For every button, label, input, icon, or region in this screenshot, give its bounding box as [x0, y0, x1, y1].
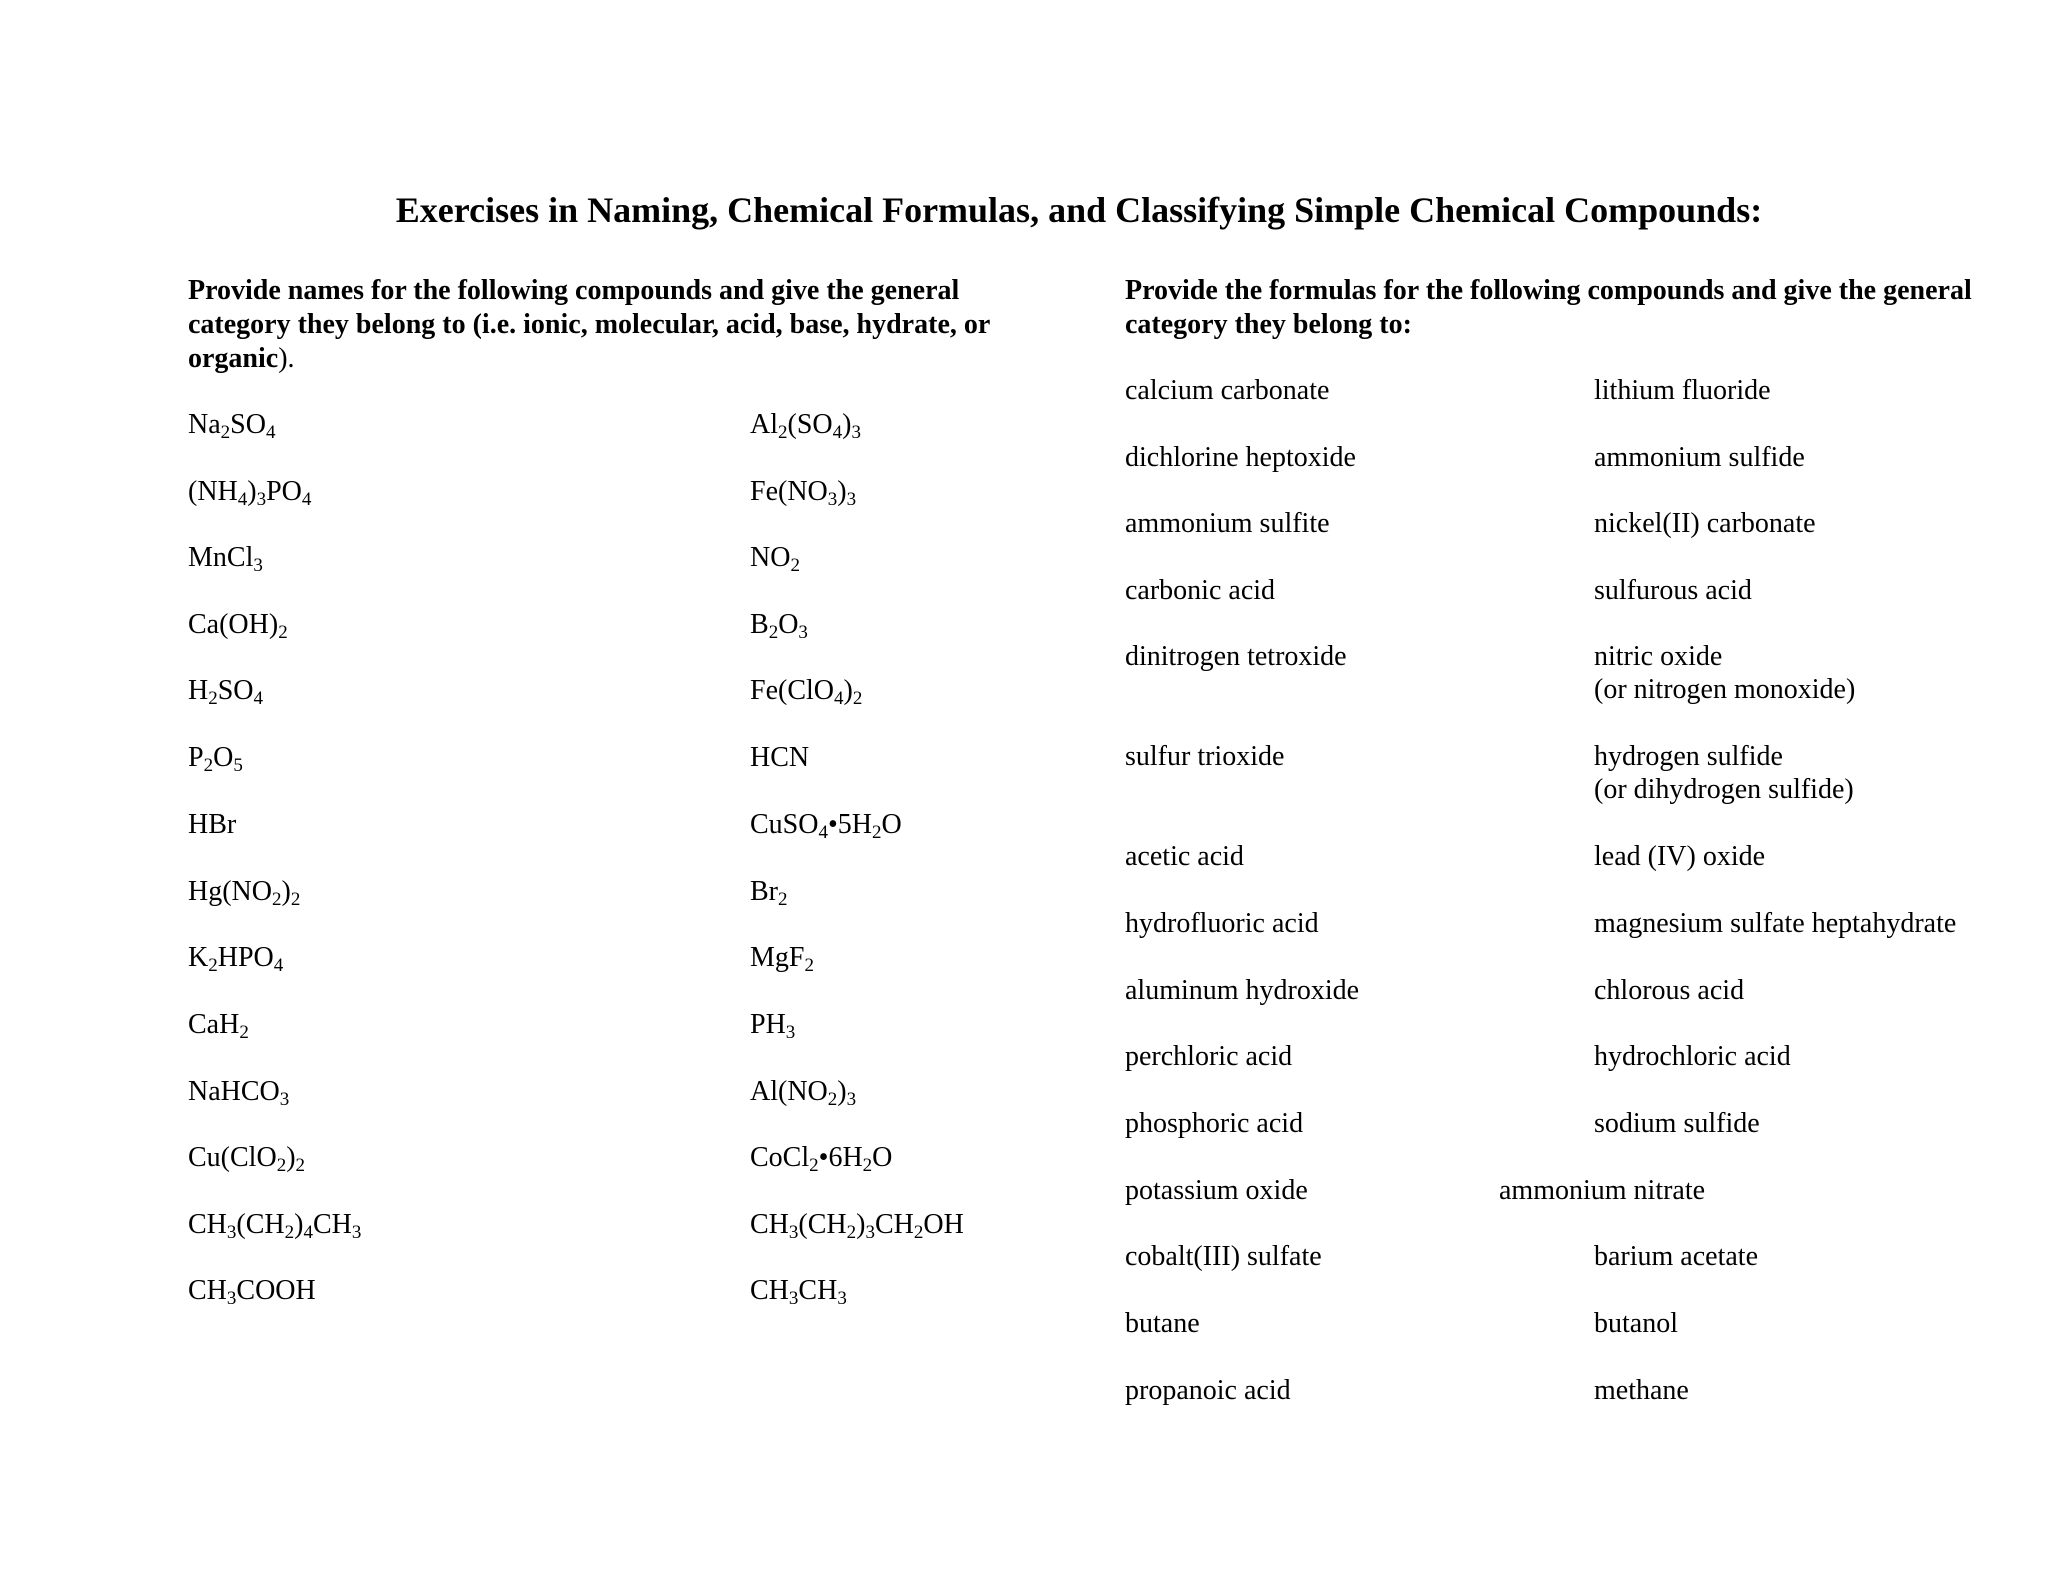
compound-name-item: aluminum hydroxide [1125, 975, 1360, 1006]
formula-item: $PH_3$ [750, 1009, 796, 1043]
naming-instructions [188, 274, 1048, 376]
compound-name-item: ammonium sulfide [1594, 442, 1805, 473]
compound-name-item: ammonium nitrate [1499, 1175, 1706, 1206]
formula-item: $Al(NO_2)_3$ [750, 1076, 857, 1110]
formula-item: $CH_3(CH_2)_4CH_3$ [188, 1209, 362, 1243]
compound-name-item: phosphoric acid [1125, 1108, 1304, 1139]
formula-item: $Fe(ClO_4)_2$ [750, 675, 863, 709]
formula-item: $(NH_4)_3PO_4$ [188, 476, 312, 510]
compound-name-item: (or nitrogen monoxide) [1594, 674, 1856, 705]
compound-name-item: methane [1594, 1375, 1689, 1406]
compound-name-item: magnesium sulfate heptahydrate [1594, 908, 1957, 939]
naming-instructions-bold: Provide names for the following compounds and give the general category they belong to (i.e. ionic, molecular, acid, base, hydrate, or organic [188, 275, 990, 374]
compound-name-item: hydrofluoric acid [1125, 908, 1319, 939]
compound-name-item: ammonium sulfite [1125, 508, 1330, 539]
compound-name-item: nitric oxide [1594, 641, 1723, 672]
compound-name-item: sulfur trioxide [1125, 741, 1285, 772]
formula-item: $CoCl_2•6H_2O$ [750, 1142, 893, 1176]
formula-item: $P_2O_5$ [188, 742, 243, 776]
page-title: Exercises in Naming, Chemical Formulas, and Classifying Simple Chemical Compounds: [395, 190, 1763, 230]
formula-item: $CuSO_4•5H_2O$ [750, 809, 902, 843]
compound-name-item: sodium sulfide [1594, 1108, 1760, 1139]
formula-item: $CH_3CH_3$ [750, 1275, 847, 1309]
formula-item: $CH_3(CH_2)_3CH_2OH$ [750, 1209, 964, 1243]
compound-name-item: calcium carbonate [1125, 375, 1330, 406]
naming-instructions-tail: ). [278, 343, 295, 374]
formula-item: $Na_2SO_4$ [188, 409, 276, 443]
formula-item: $Al_2(SO_4)_3$ [750, 409, 861, 443]
compound-name-item: lithium fluoride [1594, 375, 1771, 406]
compound-name-item: chlorous acid [1594, 975, 1745, 1006]
compound-name-item: dichlorine heptoxide [1125, 442, 1356, 473]
compound-name-item: sulfurous acid [1594, 575, 1752, 606]
formula-item: $Hg(NO_2)_2$ [188, 876, 301, 910]
formula-item: $Cu(ClO_2)_2$ [188, 1142, 306, 1176]
compound-name-item: cobalt(III) sulfate [1125, 1241, 1322, 1272]
formula-item: $B_2O_3$ [750, 609, 808, 643]
formula-item: HCN [750, 742, 810, 773]
compound-name-item: butanol [1594, 1308, 1678, 1339]
compound-name-item: perchloric acid [1125, 1041, 1293, 1072]
formula-item: $Ca(OH)_2$ [188, 609, 288, 643]
formula-item: HBr [188, 809, 237, 840]
formula-item: MgF$_2$ [750, 942, 814, 976]
formula-item: MnCl$_3$ [188, 542, 263, 576]
compound-name-item: propanoic acid [1125, 1375, 1291, 1406]
compound-name-item: nickel(II) carbonate [1594, 508, 1816, 539]
compound-name-item: dinitrogen tetroxide [1125, 641, 1347, 672]
compound-name-item: (or dihydrogen sulfide) [1594, 774, 1854, 805]
formula-item: $K_2HPO_4$ [188, 942, 284, 976]
compound-name-item: acetic acid [1125, 841, 1244, 872]
formula-item: $CH_3COOH$ [188, 1275, 316, 1309]
formula-item: $Fe(NO_3)_3$ [750, 476, 857, 510]
formula-instructions: Provide the formulas for the following compounds and give the general category they belong to: [1125, 275, 1972, 340]
compound-name-item: lead (IV) oxide [1594, 841, 1766, 872]
compound-name-item: potassium oxide [1125, 1175, 1308, 1206]
compound-name-item: barium acetate [1594, 1241, 1759, 1272]
formula-item: $NO_2$ [750, 542, 800, 576]
compound-name-item: hydrochloric acid [1594, 1041, 1791, 1072]
formula-item: CaH$_2$ [188, 1009, 249, 1043]
compound-name-item: carbonic acid [1125, 575, 1276, 606]
formula-item: $Br_2$ [750, 876, 788, 910]
compound-name-item: hydrogen sulfide [1594, 741, 1783, 772]
compound-name-item: butane [1125, 1308, 1200, 1339]
formula-item: $H_2SO_4$ [188, 675, 264, 709]
formula-item: NaHCO$_3$ [188, 1076, 290, 1110]
